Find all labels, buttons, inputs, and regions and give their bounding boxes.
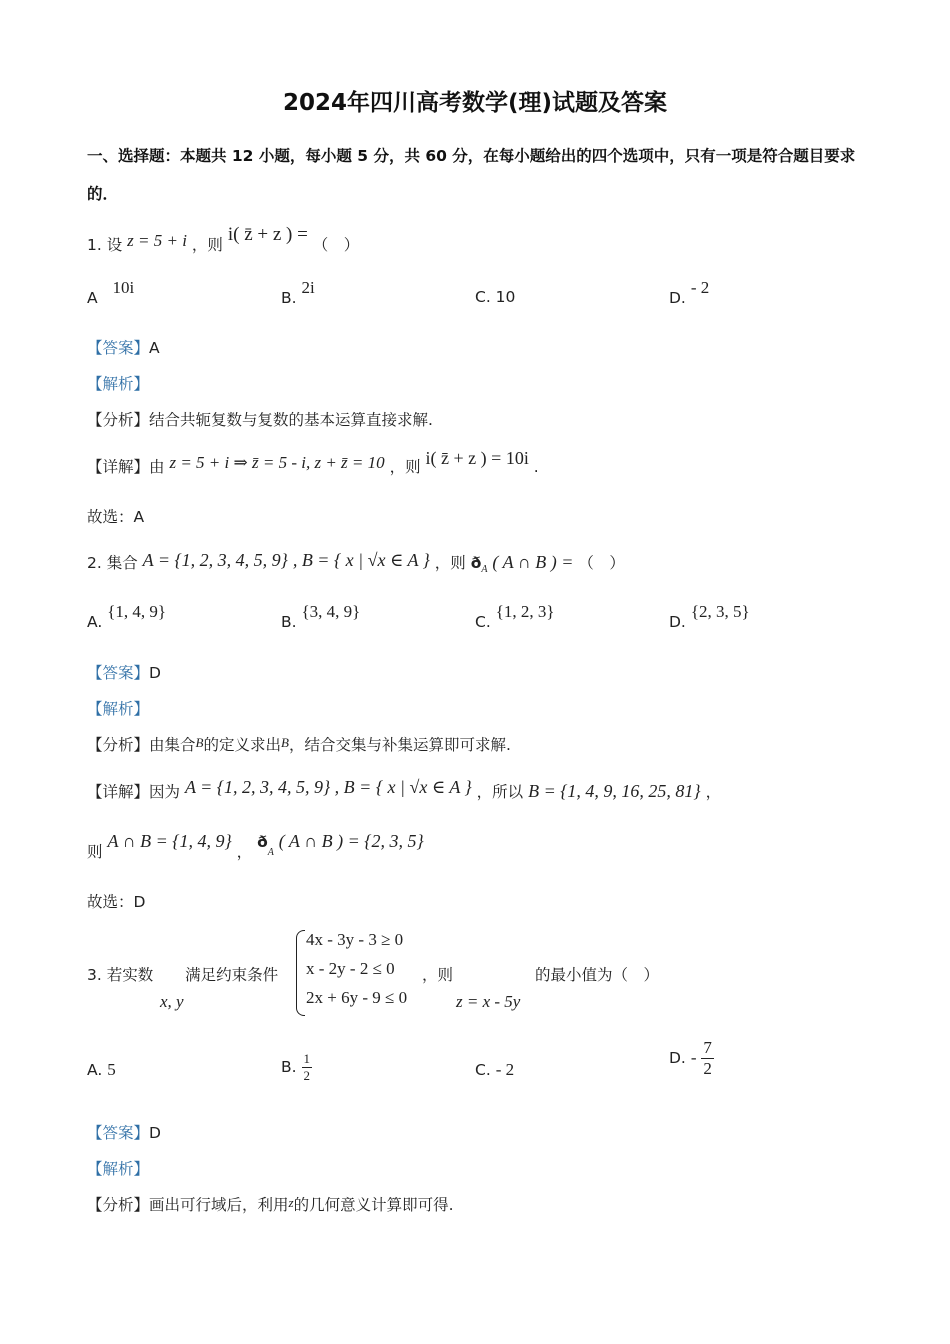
math-var: B — [195, 735, 204, 750]
math-expression: ( A ∩ B ) = {2, 3, 5} — [278, 831, 424, 851]
text: ，则 — [434, 554, 466, 572]
option-d — [669, 1038, 714, 1079]
answer-value: A — [149, 339, 160, 357]
text: ，所以 — [476, 783, 524, 801]
objective-expr — [456, 992, 520, 1012]
text: 的定义求出 — [203, 736, 281, 754]
option-letter: C. 10 — [475, 288, 516, 306]
option-a — [87, 1060, 116, 1080]
fraction — [701, 1038, 714, 1079]
complement-symbol: ð — [470, 554, 482, 572]
option-letter: C. — [475, 613, 491, 631]
detail-line-2 — [87, 831, 424, 864]
answer-value: D — [149, 1124, 161, 1142]
complement-symbol: ð — [257, 833, 268, 851]
numerator: 7 — [703, 1038, 712, 1057]
fenxi-tag: 【分析】 — [87, 1196, 150, 1214]
question-number: 3. 若实数 — [87, 966, 154, 984]
answer-value: D — [149, 664, 161, 682]
option-letter: C. — [475, 1061, 491, 1079]
subscript: A — [481, 564, 488, 576]
option-c — [475, 288, 515, 306]
text: 由集合 — [149, 736, 196, 754]
math-expression: B = {1, 4, 9, 16, 25, 81} — [528, 781, 701, 801]
question-number: 1. 设 — [87, 236, 123, 254]
math-expression: z = 5 + i — [127, 231, 187, 250]
math-expression: z = 5 + i ⇒ z̄ = 5 - i, z + z̄ = 10 — [169, 453, 385, 472]
analysis-tag: 【解析】 — [87, 700, 150, 718]
fenxi-tag: 【分析】 — [87, 736, 150, 754]
math-expression: , B = { x | √x ∈ A } — [292, 550, 430, 570]
math-var: B — [281, 735, 289, 750]
option-value: {1, 2, 3} — [495, 602, 555, 621]
text: ， — [705, 783, 722, 801]
math-var: z — [288, 1195, 294, 1210]
detail-tag: 【详解】 — [87, 783, 150, 801]
fenxi-tag: 【分析】 — [87, 411, 150, 429]
option-letter: A — [87, 289, 98, 307]
option-c — [475, 602, 555, 632]
option-value: - 2 — [495, 1060, 515, 1079]
option-d — [669, 602, 750, 632]
text: ，结合交集与补集运算即可求解. — [288, 736, 511, 754]
text: 的最小值为（ ） — [535, 966, 660, 984]
analysis-line — [87, 372, 149, 394]
math-expression: x, y — [160, 992, 184, 1011]
text: ，则 — [389, 458, 421, 476]
minus-sign: - — [690, 1048, 697, 1067]
math-expression: i( z̄ + z ) = — [227, 224, 308, 245]
option-a — [87, 602, 167, 632]
option-letter: D. — [669, 613, 686, 631]
question-3-cont — [422, 963, 453, 985]
question-2 — [87, 551, 625, 575]
answer-tag: 【答案】 — [87, 339, 150, 357]
option-c — [475, 1060, 514, 1080]
option-d — [669, 278, 710, 308]
option-a — [87, 278, 135, 308]
subscript: A — [267, 847, 274, 859]
fenxi-line — [87, 733, 511, 755]
analysis-tag: 【解析】 — [87, 375, 150, 393]
question-number: 2. 集合 — [87, 554, 138, 572]
text: 由 — [149, 458, 165, 476]
text: 则 — [87, 843, 103, 861]
option-b — [281, 1051, 312, 1084]
option-letter: A. — [87, 613, 103, 631]
option-value: {1, 4, 9} — [107, 602, 167, 621]
option-value: 5 — [107, 1060, 116, 1079]
choose-line: 故选：D — [87, 893, 146, 911]
option-value: {3, 4, 9} — [301, 602, 361, 621]
option-value: 10i — [112, 278, 135, 297]
text: ， — [236, 843, 253, 861]
denominator: 2 — [303, 1068, 310, 1083]
numerator: 1 — [303, 1051, 310, 1066]
system-brace — [296, 930, 305, 1016]
math-expression: A = {1, 2, 3, 4, 5, 9} — [142, 550, 288, 570]
text: . — [533, 458, 539, 476]
text: 满足约束条件 — [185, 966, 279, 984]
text: 的几何意义计算即可得. — [293, 1196, 454, 1214]
denominator: 2 — [703, 1059, 712, 1078]
detail-line — [87, 777, 722, 802]
fenxi-line — [87, 408, 433, 430]
constraint-3: 2x + 6y - 9 ≤ 0 — [306, 988, 408, 1007]
math-expression: i( z̄ + z ) = 10i — [425, 448, 529, 468]
answer-paren: （ ） — [578, 554, 625, 572]
option-b — [281, 602, 361, 632]
analysis-line — [87, 1157, 149, 1179]
text: ，则 — [191, 236, 223, 254]
section-heading: 一、选择题：本题共 12 小题，每小题 5 分，共 60 分，在每小题给出的四个选项中，只有一项是符合题目要求的． — [87, 147, 856, 203]
question-3-tail — [535, 963, 659, 985]
question-vars — [160, 992, 184, 1012]
option-value: - 2 — [690, 278, 710, 297]
text: 因为 — [149, 783, 181, 801]
math-expression: A = {1, 2, 3, 4, 5, 9} , B = { x | √x ∈ A } — [184, 777, 472, 797]
answer-line — [87, 1121, 161, 1143]
question-3 — [87, 963, 278, 985]
option-value: 2i — [301, 278, 315, 297]
text: 画出可行域后，利用 — [149, 1196, 289, 1214]
option-letter: D. — [669, 1049, 686, 1067]
option-b — [281, 278, 315, 308]
detail-line — [87, 448, 539, 477]
answer-tag: 【答案】 — [87, 1124, 150, 1142]
answer-line — [87, 336, 160, 358]
question-1 — [87, 224, 360, 256]
option-value: {2, 3, 5} — [690, 602, 750, 621]
constraint-1: 4x - 3y - 3 ≥ 0 — [306, 930, 404, 949]
option-letter: B. — [281, 1058, 297, 1076]
answer-line — [87, 661, 161, 683]
analysis-tag: 【解析】 — [87, 1160, 150, 1178]
option-letter: B. — [281, 289, 297, 307]
choose-line: 故选：A — [87, 508, 145, 526]
detail-tag: 【详解】 — [87, 458, 150, 476]
math-expression: z = x - 5y — [456, 992, 521, 1011]
analysis-line — [87, 697, 149, 719]
option-letter: D. — [669, 289, 686, 307]
math-expression: ( A ∩ B ) = — [492, 552, 574, 572]
page-title: 2024年四川高考数学(理)试题及答案 — [282, 90, 668, 116]
constraint-2: x - 2y - 2 ≤ 0 — [306, 959, 395, 978]
fraction — [302, 1051, 313, 1084]
fenxi-text: 结合共轭复数与复数的基本运算直接求解. — [149, 411, 433, 429]
option-letter: A. — [87, 1061, 103, 1079]
answer-tag: 【答案】 — [87, 664, 150, 682]
text: ，则 — [422, 966, 454, 984]
option-letter: B. — [281, 613, 297, 631]
math-expression: A ∩ B = {1, 4, 9} — [107, 831, 232, 851]
fenxi-line — [87, 1193, 454, 1215]
answer-paren: （ ） — [312, 236, 360, 254]
